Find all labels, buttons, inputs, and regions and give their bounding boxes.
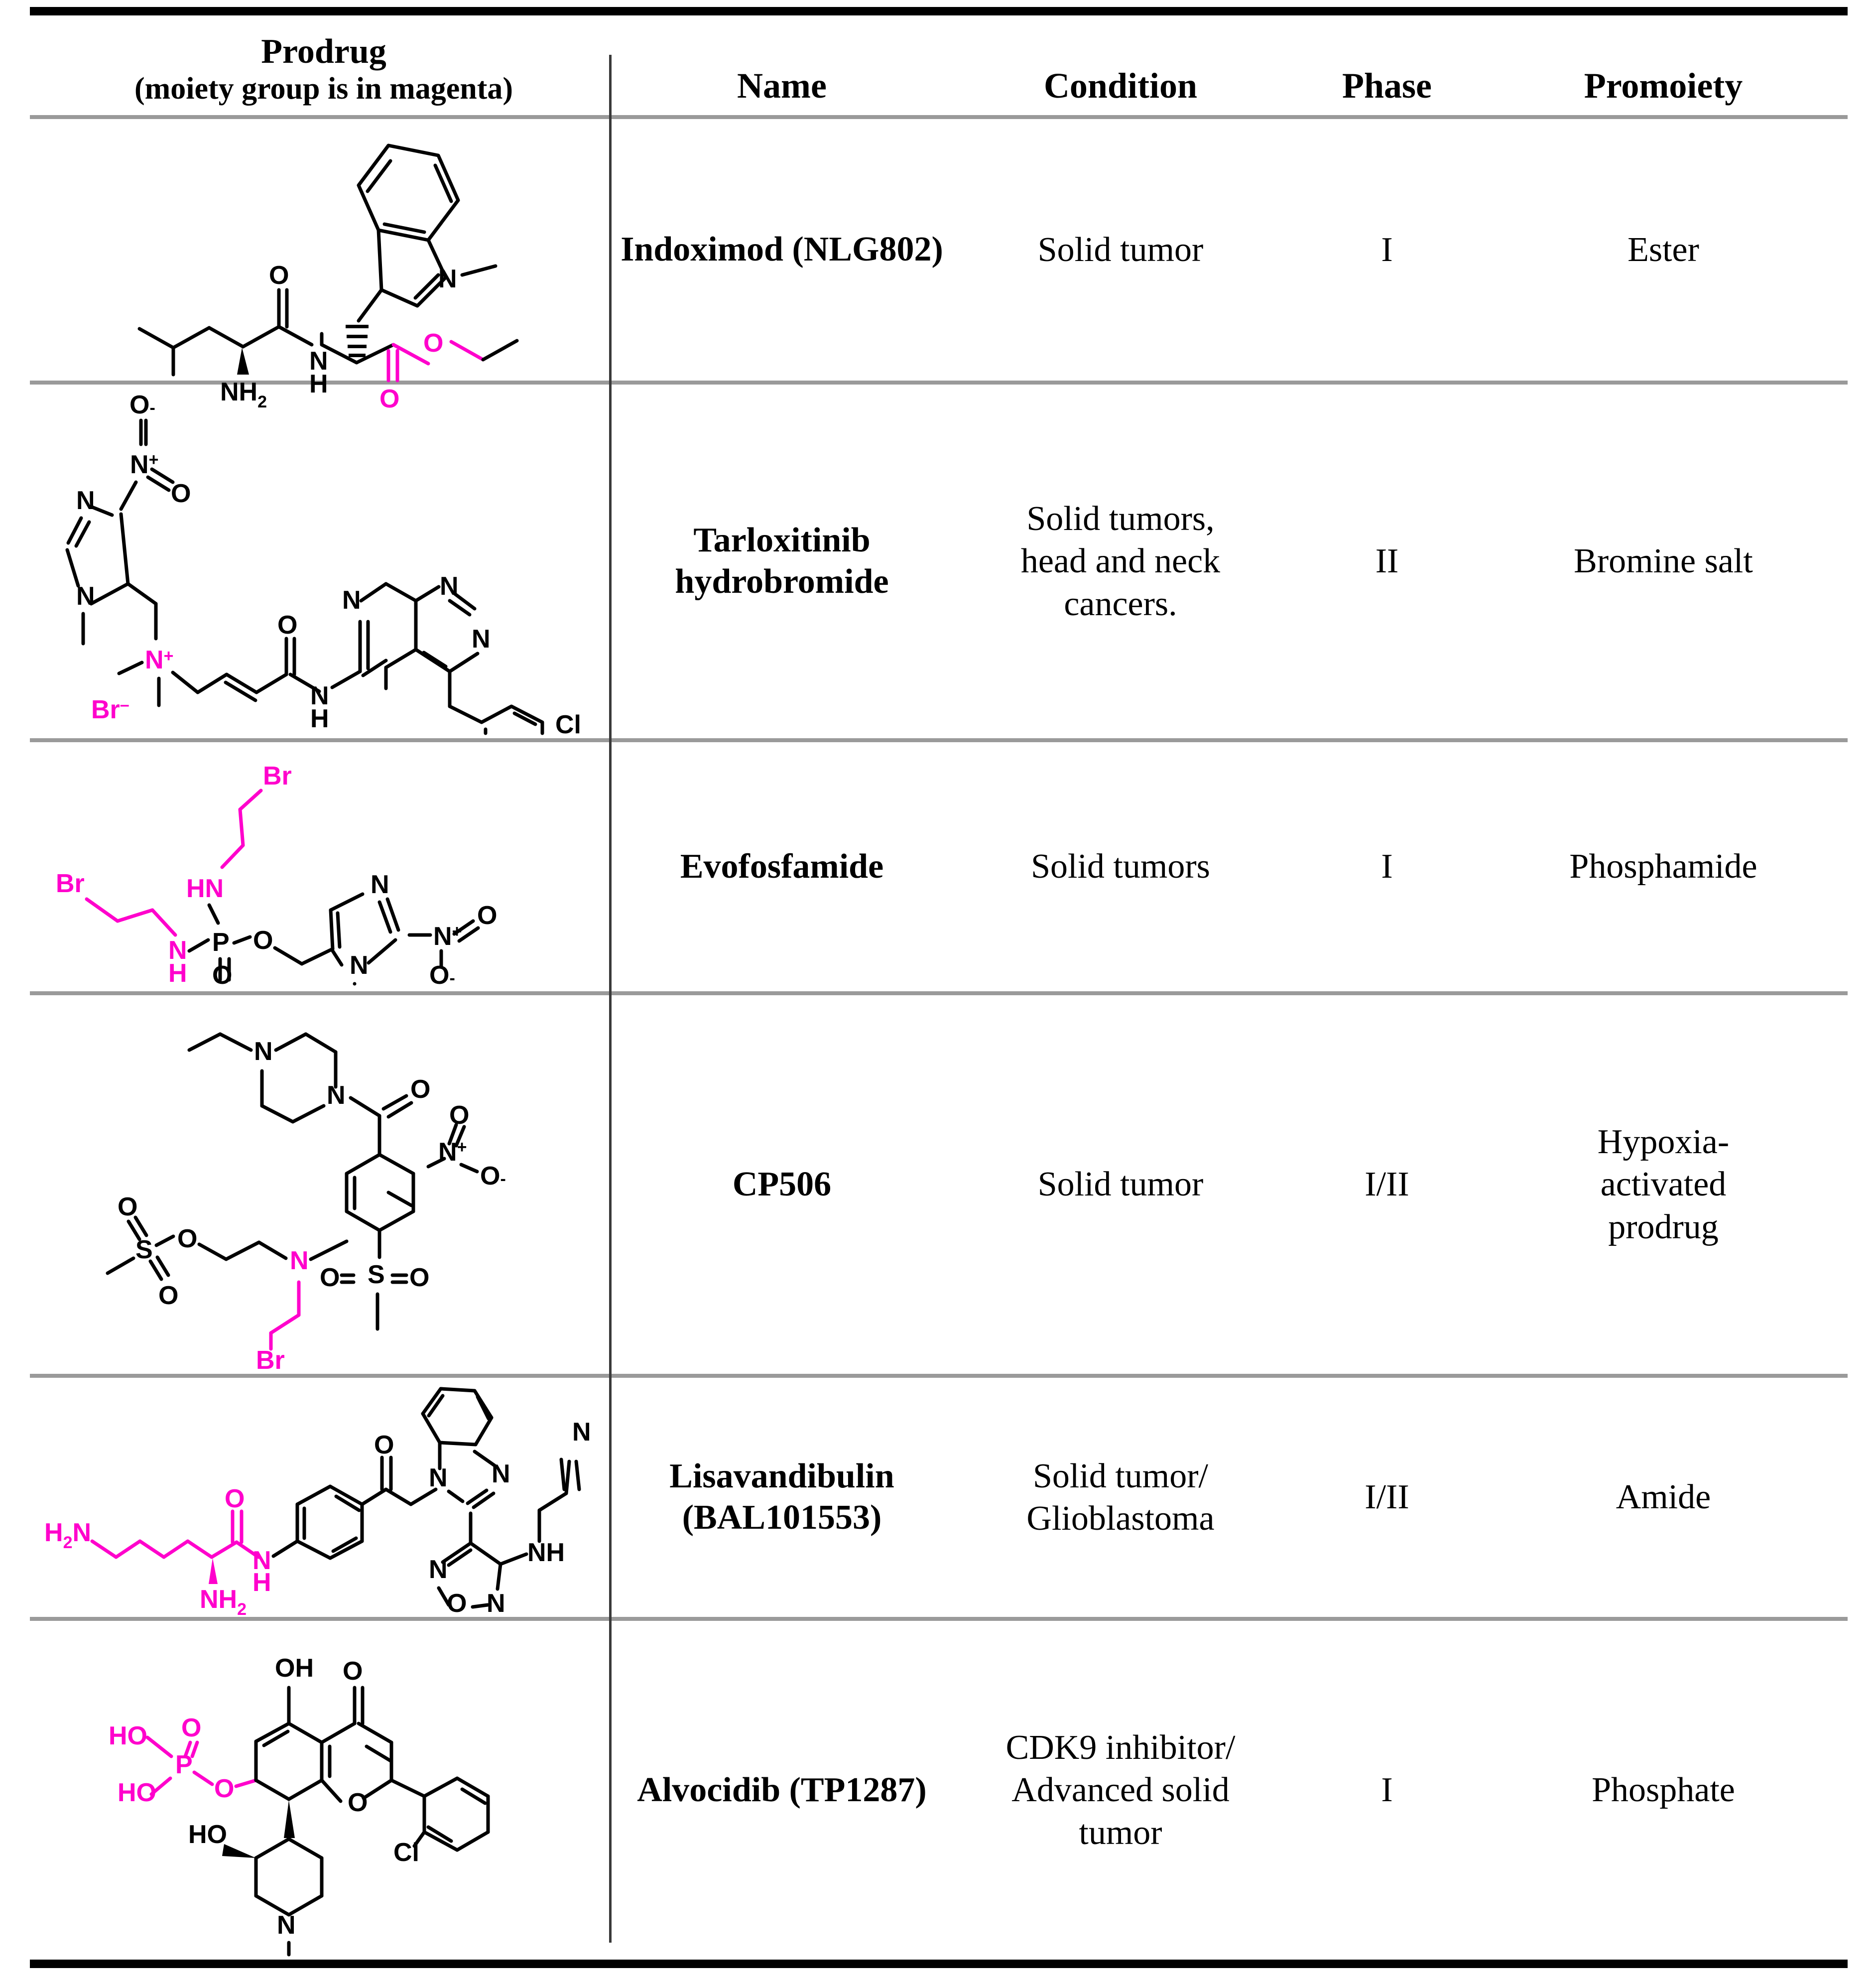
column-header-promoiety: Promoiety [1584, 66, 1743, 106]
prodrug-name-cell [618, 520, 946, 602]
promoiety-line1: Hypoxia- [1597, 1122, 1730, 1161]
table-row [30, 1378, 1848, 1617]
atom-label-O-minus: O- [429, 961, 455, 990]
promoiety-cell [1479, 229, 1848, 271]
atom-label-N: N [492, 1459, 510, 1488]
atom-label-NH: NH [527, 1538, 565, 1567]
cp506-structure [45, 1000, 603, 1375]
atom-label-O: O [158, 1281, 179, 1310]
condition-line2: head and neck [1020, 542, 1221, 581]
prodrug-name-line1: Tarloxitinib [693, 521, 871, 560]
atom-label-N: N [572, 1418, 591, 1447]
atom-label-Br-minus: Br– [91, 695, 129, 724]
atom-label-N: N [290, 1246, 309, 1275]
atom-label-N: N [254, 1037, 273, 1066]
prodrug-name-cell [618, 229, 946, 270]
column-header-phase: Phase [1342, 66, 1432, 106]
phase-cell: I/II [1365, 1165, 1409, 1203]
atom-label-N: N [327, 1081, 346, 1110]
atom-label-H: H [168, 959, 187, 988]
atom-label-HO: HO [118, 1778, 156, 1807]
prodrug-name-cell [618, 846, 946, 888]
atom-label-O: O [409, 1263, 430, 1292]
atom-label-N: N [252, 1546, 271, 1575]
atom-label-Br: Br [56, 869, 85, 898]
condition-line1: Solid tumor [1037, 1165, 1204, 1204]
promoiety-cell [1479, 540, 1848, 582]
atom-label-N: N [76, 486, 95, 515]
prodrug-name-cell [618, 1456, 946, 1538]
atom-label-O: O [269, 261, 289, 290]
promoiety-line1: Phosphate [1592, 1771, 1735, 1810]
atom-label-N: N [440, 572, 459, 601]
table-row [30, 1621, 1848, 1960]
atom-label-N: N [438, 264, 457, 293]
table-row [30, 742, 1848, 991]
atom-label-O: O [177, 1224, 198, 1253]
atom-label-O: O [343, 1657, 363, 1686]
prodrug-name-line2: (BAL101553) [682, 1498, 882, 1537]
tarloxitinib-hydrobromide-structure [37, 390, 610, 739]
atom-label-OH: OH [275, 1654, 314, 1683]
column-header-prodrug [30, 32, 618, 115]
prodrug-name-line1: CP506 [732, 1165, 832, 1203]
table-row [30, 995, 1848, 1374]
prodrug-name-cell [618, 1770, 946, 1811]
column-header-name: Name [737, 66, 827, 106]
header-divider-rule [30, 115, 1848, 119]
alvocidib-tp1287-structure [45, 1626, 603, 1955]
condition-line1: Solid tumors, [1026, 499, 1215, 538]
promoiety-line3: prodrug [1608, 1207, 1719, 1246]
prodrug-name-line2: hydrobromide [675, 562, 889, 601]
atom-label-O: O [348, 1788, 368, 1817]
phase-cell: I [1381, 1771, 1393, 1809]
prodrug-structure-cell [30, 1000, 618, 1375]
evofosfamide-structure [45, 750, 603, 990]
prodrug-structure-cell [30, 390, 618, 739]
table-top-rule [30, 7, 1848, 15]
atom-label-N: N [76, 582, 95, 611]
atom-label-O: O [410, 1075, 431, 1104]
atom-label-S: S [135, 1235, 153, 1264]
atom-label-O: O [212, 961, 233, 990]
promoiety-cell [1479, 1476, 1848, 1518]
atom-label-O: O [277, 611, 298, 640]
condition-line3: cancers. [1064, 584, 1177, 623]
condition-cell [946, 845, 1295, 888]
column-header-prodrug-line2: (moiety group is in magenta) [134, 71, 513, 106]
atom-label-O: O [253, 926, 273, 955]
atom-label-N-plus: N+ [130, 450, 159, 479]
condition-line1: CDK9 inhibitor/ [1005, 1728, 1236, 1767]
atom-label-N: N [429, 1463, 448, 1492]
atom-label-N: N [342, 586, 361, 615]
atom-label-O: O [423, 328, 444, 358]
atom-label-O: O [374, 1431, 394, 1459]
atom-label-O: O [449, 1101, 470, 1130]
atom-label-H: H [309, 369, 328, 398]
atom-label-NH2: $NH_2$ [220, 377, 267, 411]
table-row [30, 119, 1848, 413]
prodrug-structure-cell [30, 1626, 618, 1955]
condition-line2: Glioblastoma [1026, 1499, 1215, 1538]
atom-label-N: N [350, 951, 369, 980]
atom-label-O: O [477, 901, 498, 930]
condition-cell [946, 229, 1295, 271]
atom-label-N-plus: N+ [433, 922, 462, 951]
atom-label-HO: HO [188, 1820, 227, 1849]
prodrug-name-cell [618, 1164, 946, 1205]
atom-label-O: O [214, 1774, 235, 1803]
phase-cell: II [1375, 542, 1399, 580]
atom-label-P: P [212, 928, 230, 957]
condition-cell [946, 1455, 1295, 1540]
atom-label-HO: HO [109, 1721, 147, 1750]
atom-label-O-minus: O- [480, 1162, 506, 1190]
atom-label-O: O [171, 479, 191, 508]
phase-cell: I/II [1365, 1478, 1409, 1516]
atom-label-H: H [310, 704, 329, 733]
column-header-condition: Condition [1043, 66, 1198, 106]
condition-line2: Advanced solid [1011, 1771, 1230, 1810]
atom-label-N: N [310, 681, 329, 710]
promoiety-line2: activated [1600, 1165, 1727, 1204]
row-divider-rule [30, 1617, 1848, 1621]
atom-label-O: O [379, 384, 400, 413]
atom-label-O: O [225, 1484, 245, 1513]
atom-label-H2N: $H_2N$ [44, 1518, 92, 1552]
atom-label-N-plus: N+ [145, 646, 174, 674]
condition-line1: Solid tumors [1031, 847, 1210, 886]
atom-label-N: N [487, 1589, 505, 1618]
prodrug-name-line1: Evofosfamide [680, 847, 884, 886]
atom-label-N: N [371, 870, 389, 899]
condition-line3: tumor [1079, 1813, 1162, 1852]
promoiety-line1: Ester [1627, 230, 1699, 269]
atom-label-O: O [118, 1192, 138, 1221]
row-divider-rule [30, 1374, 1848, 1378]
promoiety-line1: Bromine salt [1574, 542, 1753, 581]
prodrug-name-line1: Lisavandibulin [669, 1457, 894, 1496]
atom-label-H: H [252, 1568, 271, 1597]
prodrug-name-line1: Alvocidib (TP1287) [637, 1770, 927, 1809]
condition-cell [946, 1163, 1295, 1205]
prodrug-structure-cell [30, 126, 618, 413]
condition-cell [946, 1726, 1295, 1854]
atom-label-N: N [472, 625, 491, 654]
atom-label-HN: HN [186, 874, 224, 903]
atom-label-N-plus: N+ [438, 1138, 467, 1167]
atom-label-NH2: $NH_2$ [200, 1585, 247, 1619]
phase-cell: I [1381, 230, 1393, 269]
prodrug-structure-cell [30, 750, 618, 990]
atom-label-N: N [168, 936, 187, 965]
atom-label-Cl: Cl [393, 1838, 419, 1867]
atom-label-N: N [277, 1911, 296, 1940]
indoximod-nlg802-structure [45, 126, 603, 413]
row-divider-rule [30, 381, 1848, 385]
column-header-prodrug-line1: Prodrug [261, 32, 386, 71]
atom-label-Cl: Cl [555, 710, 581, 739]
condition-line1: Solid tumor/ [1033, 1456, 1208, 1495]
atom-label-O: O [181, 1714, 202, 1742]
row-divider-rule [30, 991, 1848, 995]
promoiety-line1: Phosphamide [1569, 847, 1757, 886]
lisavandibulin-bal101553-structure [37, 1383, 610, 1619]
atom-label-P: P [175, 1750, 193, 1779]
condition-cell [946, 498, 1295, 625]
prodrug-name-line1: Indoximod (NLG802) [621, 230, 943, 269]
atom-label-S: S [368, 1260, 385, 1289]
table-bottom-rule [30, 1960, 1848, 1968]
atom-label-N: N [309, 346, 328, 376]
table-row [30, 385, 1848, 738]
prodrug-clinical-trials-table [30, 7, 1848, 1968]
table-header-row [30, 15, 1848, 115]
atom-label-Br: Br [256, 1346, 285, 1375]
promoiety-cell [1479, 845, 1848, 888]
row-divider-rule [30, 738, 1848, 742]
condition-line1: Solid tumor [1037, 230, 1204, 269]
atom-label-Br: Br [263, 762, 292, 791]
column-vertical-divider [609, 55, 612, 1943]
phase-cell: I [1381, 847, 1393, 886]
promoiety-line1: Amide [1616, 1478, 1711, 1517]
promoiety-cell [1479, 1769, 1848, 1811]
atom-label-N: N [429, 1555, 448, 1584]
atom-label-O: O [447, 1589, 467, 1618]
atom-label-O-minus: O- [129, 391, 155, 419]
atom-label-O: O [320, 1263, 340, 1292]
promoiety-cell [1479, 1121, 1848, 1248]
prodrug-structure-cell [30, 1383, 618, 1619]
